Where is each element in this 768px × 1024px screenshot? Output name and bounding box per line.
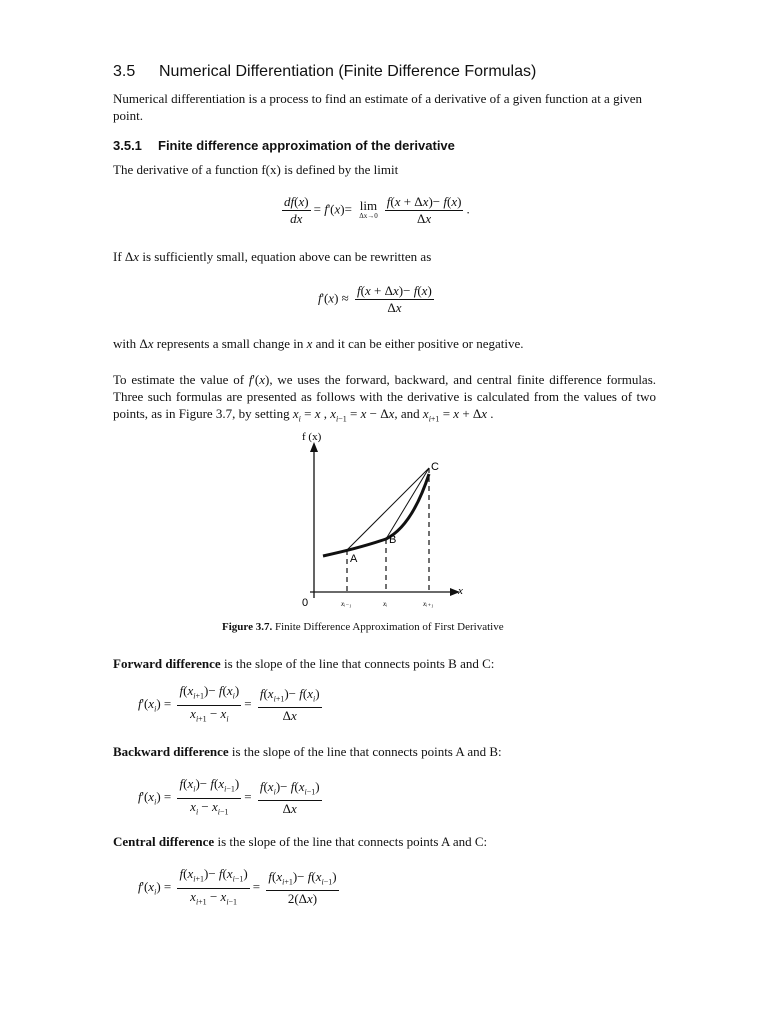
function-curve (323, 474, 429, 556)
tick-label-xi: xᵢ (383, 600, 388, 608)
central-difference-text: Central difference is the slope of the line that connects points A and C: (113, 834, 488, 849)
forward-difference-equation: $f'(x_i)$ = $\frac{f(x_{i+1})- f(x_i)}{x_{i+1} - x_i}$ = $\frac{f(x_{i+1})- f(x_i)}{\Delta x}$ (138, 683, 320, 724)
with-sentence: with Δx represents a small change in x and it can be either positive or negative. (113, 336, 524, 351)
section-number: 3.5 (113, 63, 136, 80)
central-difference-equation: $f'(x_i)$ = $\frac{f(x_{i+1})- f(x_{i-1})}{x_{i+1} - x_{i-1}}$ = $\frac{f(x_{i+1})- f(x_{i-1})}{2(\Delta x)}$ (138, 866, 337, 907)
section-title: Numerical Differentiation (Finite Difference Formulas) (159, 63, 537, 80)
caption-text: Finite Difference Approximation of First Derivative (274, 621, 504, 633)
backward-difference-text: Backward difference is the slope of the line that connects points A and B: (113, 744, 502, 759)
y-axis-label: f (x) (302, 431, 322, 443)
definition-text: The derivative of a function f(x) is defined by the limit (113, 162, 399, 177)
central-difference-term: Central difference (113, 834, 215, 849)
figure-caption (222, 621, 504, 633)
backward-difference-equation: $f'(x_i)$ = $\frac{f(x_i)- f(x_{i-1})}{x_i - x_{i-1}}$ = $\frac{f(x_i)- f(x_{i-1})}{\Delta x}$ (138, 776, 320, 817)
if-sentence: If Δx is sufficiently small, equation above can be rewritten as (113, 249, 432, 264)
subsection-title: Finite difference approximation of the derivative (158, 138, 455, 153)
x-axis-label: x (458, 585, 463, 597)
approximation-equation: f'(x) ≈ $\frac{f(x + \Delta x)- f(x)}{\Delta x}$ (318, 283, 432, 315)
y-axis-arrow (310, 442, 318, 452)
subsection-heading (113, 138, 455, 153)
secant-line-bc (386, 468, 429, 539)
limit-definition-equation: $\frac{df(x)}{dx}$ = f'(x)= lim Δx→0 $\frac{f(x + \Delta x)- f(x)}{\Delta x}$ . (284, 194, 470, 226)
origin-label: 0 (302, 597, 309, 609)
backward-difference-term: Backward difference (113, 744, 229, 759)
tick-label-xip1: xᵢ₊₁ (423, 600, 434, 608)
forward-difference-term: Forward difference (113, 656, 221, 671)
intro-paragraph: Numerical differentiation is a process to find an estimate of a derivative of a given function at a given point. (113, 91, 642, 123)
caption-label: Figure 3.7. (222, 621, 273, 633)
section-heading (113, 63, 536, 81)
subsection-number: 3.5.1 (113, 138, 142, 153)
point-label-a: A (350, 553, 358, 565)
point-label-c: C (431, 461, 439, 473)
finite-difference-figure (290, 428, 480, 614)
point-label-b: B (389, 534, 397, 546)
estimate-paragraph: To estimate the value of f'(x), we uses the forward, backward, and central finite difference formulas. Three such formulas are presented as follows with the derivative is calculated from the values of two points, as in Figure 3.7, by setting $x_i = x$ , $x_{i-1} = x - \Delta x$, and $x_{i+1} = x + \Delta x$ . (113, 372, 657, 424)
forward-difference-text: Forward difference is the slope of the line that connects points B and C: (113, 656, 495, 671)
tick-label-xim1: xᵢ₋₁ (341, 600, 352, 608)
